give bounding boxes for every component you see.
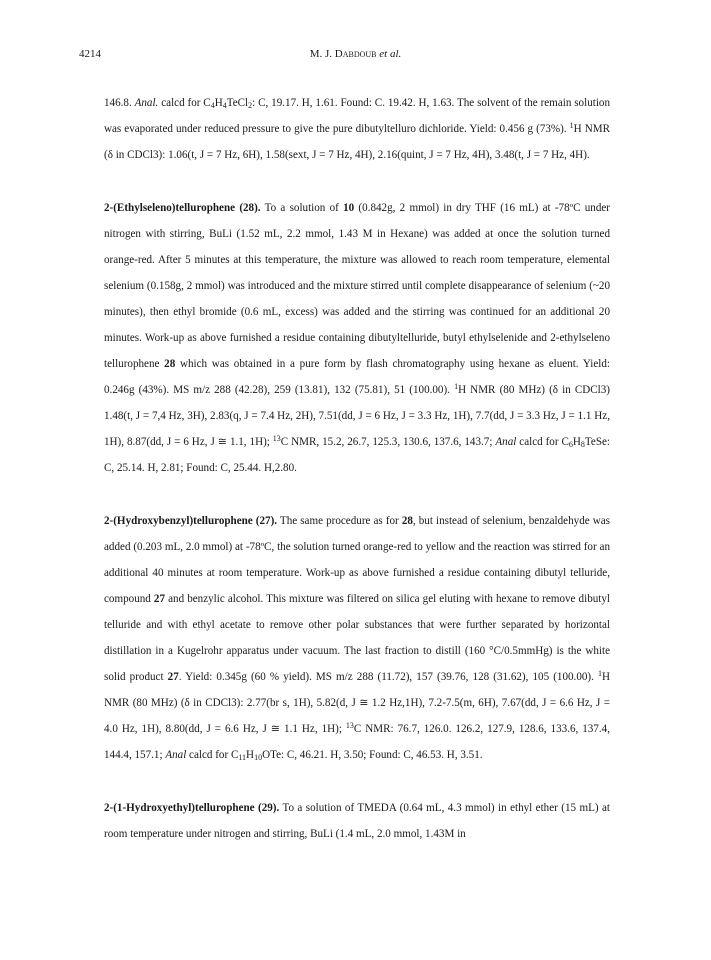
paragraph-compound-28: 2-(Ethylseleno)tellurophene (28). To a solution of 10 (0.842g, 2 mmol) in dry THF (16 mL) at -78ºC under nitrogen with stirring, BuLi (1.52 mL, 2.2 mmol, 1.43 M in Hexane) was added at once the solution turned orange-red. After 5 minutes at this temperature, the mixture was allowed to reach room temperature, elemental selenium (0.158g, 2 mmol) was introduced and the mixture stirred until complete disappearance of selenium (~20 minutes), then ethyl bromide (0.6 mL, excess) was added and the stirring was continued for an additional 20 minutes. Work-up as above furnished a residue containing dibutyltelluride, butyl ethylselenide and 2-ethylseleno tellurophene 28 which was obtained in a pure form by flash chromatography using hexane as eluent. Yield: 0.246g (43%). MS m/z 288 (42.28), 259 (13.81), 132 (75.81), 51 (100.00). $^1$H NMR (80 MHz) (δ in CDCl3) 1.48(t, J = 7,4 Hz, 3H), 2.83(q, J = 7.4 Hz, 2H), 7.51(dd, J = 6 Hz, J = 3.3 Hz, 1H), 7.7(dd, J = 3.3 Hz, J = 1.1 Hz, 1H), 8.87(dd, J = 6 Hz, J ≅ 1.1, 1H); $^{13}$C NMR, 15.2, 26.7, 125.3, 130.6, 137.6, 143.7; Anal calcd for $C_6H_8TeSe$: C, 25.14. H, 2.81; Found: C, 25.44. H,2.80. [104, 202, 611, 474]
compound-ref: 27 [167, 671, 179, 683]
running-head [0, 48, 711, 60]
anal-label: Anal [165, 749, 187, 761]
paragraph-compound-29: 2-(1-Hydroxyethyl)tellurophene (29). To a solution of TMEDA (0.64 mL, 4.3 mmol) in ethyl ether (15 mL) at room temperature under nitrogen and stirring, BuLi (1.4 mL, 2.0 mmol, 1.43M in [104, 802, 610, 840]
paragraph-1: 146.8. Anal. calcd for $C_4H_4TeCl_2$: C, 19.17. H, 1.61. Found: C. 19.42. H, 1.63. The solvent of the remain solution was evaporated under reduced pressure to give the pure dibutyltelluro dichloride. Yield: 0.456 g (73%). $^1$H NMR (δ in CDCl3): 1.06(t, J = 7 Hz, 6H), 1.58(sext, J = 7 Hz, 4H), 2.16(quint, J = 7 Hz, 4H), 3.48(t, J = 7 Hz, 4H). [104, 97, 610, 161]
section-heading: 2-(Ethylseleno)tellurophene (28). [104, 202, 261, 214]
anal-label: Anal. [134, 97, 159, 109]
body-text [104, 90, 610, 847]
compound-ref: 27 [153, 593, 166, 605]
compound-ref: 28 [401, 515, 413, 527]
running-head-surname: Dabdoub [334, 48, 377, 60]
compound-ref: 28 [164, 358, 176, 370]
paragraph-compound-27: 2-(Hydroxybenzyl)tellurophene (27). The same procedure as for 28, but instead of selenium, benzaldehyde was added (0.203 mL, 2.0 mmol) at -78ºC, the solution turned orange-red to yellow and the reaction was stirred for an additional 40 minutes at room temperature. Work-up as above furnished a residue containing dibutyl telluride, compound 27 and benzylic alcohol. This mixture was filtered on silica gel eluting with hexane to remove dibutyl telluride and with ethyl acetate to remove other polar substances that were further separated by horizontal distillation in a Kugelrohr apparatus under vacuum. The last fraction to distill (160 °C/0.5mmHg) is the white solid product 27. Yield: 0.345g (60 % yield). MS m/z 288 (11.72), 157 (39.76, 128 (31.62), 105 (100.00). $^1$H NMR (80 MHz) (δ in CDCl3): 2.77(br s, 1H), 5.82(d, J ≅ 1.2 Hz,1H), 7.2-7.5(m, 6H), 7.67(dd, J = 6.6 Hz, J = 4.0 Hz, 1H), 8.80(dd, J = 6.6 Hz, J ≅ 1.1 Hz, 1H); $^{13}$C NMR: 76.7, 126.0. 126.2, 127.9, 128.6, 133.6, 137.4, 144.4, 157.1; Anal calcd for $C_{11}H_{10}OTe$: C, 46.21. H, 3.50; Found: C, 46.53. H, 3.51. [104, 515, 610, 762]
section-heading: 2-(1-Hydroxyethyl)tellurophene (29). [104, 802, 280, 814]
running-head-initials: M. J. [309, 48, 333, 60]
running-head-etal: et al. [379, 48, 402, 60]
anal-label: Anal [495, 436, 517, 448]
page-number: 4214 [79, 48, 101, 60]
section-heading: 2-(Hydroxybenzyl)tellurophene (27). [104, 515, 278, 527]
compound-ref: 10 [343, 202, 355, 214]
